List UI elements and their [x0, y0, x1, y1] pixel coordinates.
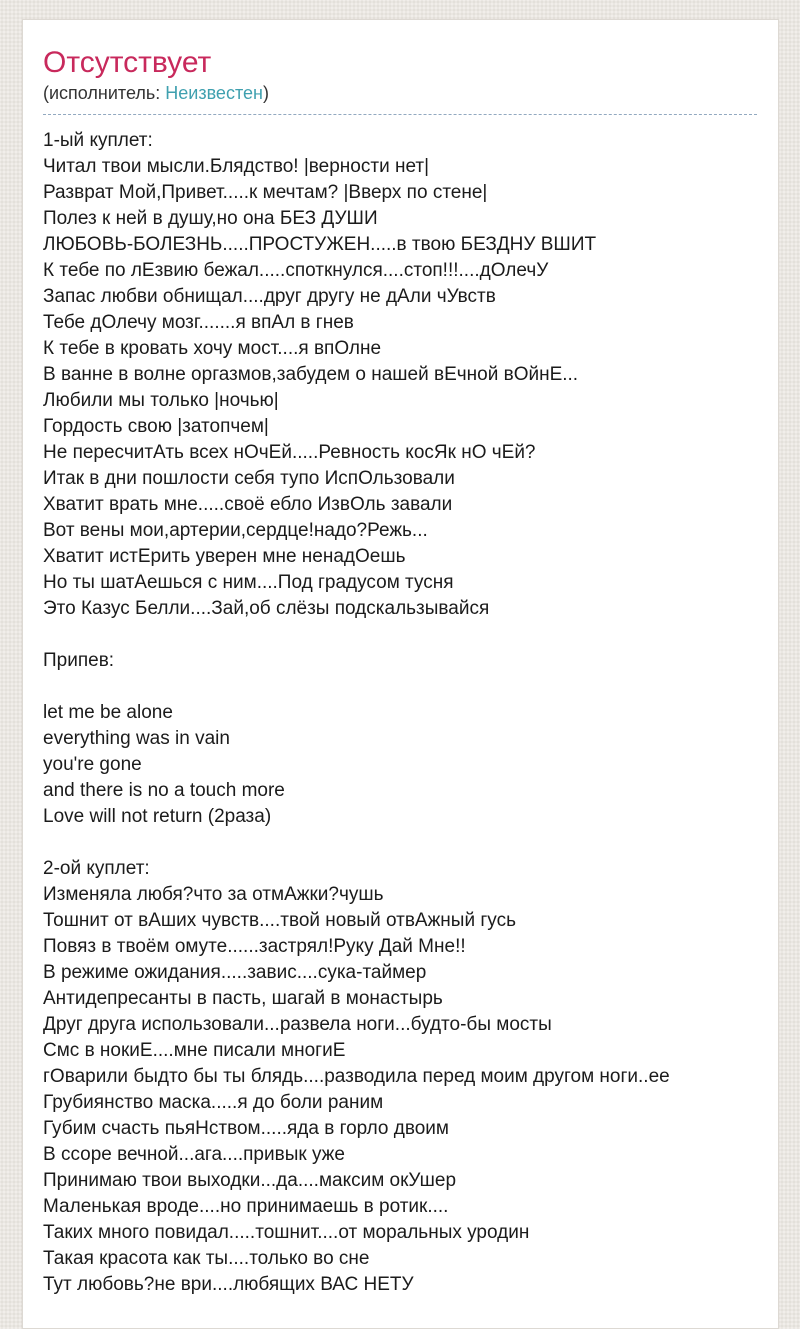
- lyrics-line: Это Казус Белли....Зай,об слёзы подскальзывайся: [43, 597, 490, 619]
- lyrics-line: Но ты шатАешься с ним....Под градусом тусня: [43, 571, 454, 593]
- lyrics-line: Маленькая вроде....но принимаешь в ротик....: [43, 1195, 449, 1217]
- lyrics-line: гОварили быдто бы ты блядь....разводила перед моим другом ноги..ее: [43, 1065, 670, 1087]
- lyrics-line: Такая красота как ты....только во сне: [43, 1247, 370, 1269]
- lyrics-line: Тебе дОлечу мозг.......я впАл в гнев: [43, 311, 354, 333]
- lyrics: [43, 115, 757, 1298]
- lyrics-line: let me be alone: [43, 701, 173, 723]
- lyrics-line: 1-ый куплет:: [43, 129, 153, 151]
- lyrics-line: [43, 830, 757, 856]
- lyrics-line: Запас любви обнищал....друг другу не дАли чУвств: [43, 285, 496, 307]
- lyrics-line: Полез к ней в душу,но она БЕЗ ДУШИ: [43, 207, 378, 229]
- lyrics-line: [43, 622, 757, 648]
- lyrics-line: Не пересчитАть всех нОчЕй.....Ревность косЯк нО чЕй?: [43, 441, 536, 463]
- lyrics-line: Вот вены мои,артерии,сердце!надо?Режь...: [43, 519, 428, 541]
- lyrics-line: Припев:: [43, 649, 115, 671]
- lyrics-line: Тут любовь?не ври....любящих ВАС НЕТУ: [43, 1273, 414, 1295]
- lyrics-line: Читал твои мысли.Блядство! |верности нет|: [43, 155, 430, 177]
- lyrics-line: Гордость свою |затопчем|: [43, 415, 269, 437]
- lyrics-line: Смс в нокиЕ....мне писали многиЕ: [43, 1039, 346, 1061]
- lyrics-line: Изменяла любя?что за отмАжки?чушь: [43, 883, 384, 905]
- lyrics-line: Грубиянство маска.....я до боли раним: [43, 1091, 384, 1113]
- song-title: Отсутствует: [43, 46, 212, 79]
- lyrics-line: К тебе в кровать хочу мост....я впОлне: [43, 337, 382, 359]
- lyrics-line: Тошнит от вАших чувств....твой новый отвАжный гусь: [43, 909, 516, 931]
- lyrics-line: Разврат Мой,Привет.....к мечтам? |Вверх по стене|: [43, 181, 488, 203]
- content-card: [22, 19, 779, 1329]
- lyrics-line: [43, 674, 757, 700]
- lyrics-line: everything was in vain: [43, 727, 230, 749]
- lyrics-line: you're gone: [43, 753, 142, 775]
- lyrics-line: ЛЮБОВЬ-БОЛЕЗНЬ.....ПРОСТУЖЕН.....в твою БЕЗДНУ ВШИТ: [43, 233, 597, 255]
- lyrics-line: Итак в дни пошлости себя тупо ИспОльзовали: [43, 467, 455, 489]
- lyrics-line: К тебе по лЕзвию бежал.....споткнулся....стоп!!!....дОлечУ: [43, 259, 549, 281]
- lyrics-line: Хватит истЕрить уверен мне ненадОешь: [43, 545, 406, 567]
- lyrics-line: Love will not return (2раза): [43, 805, 272, 827]
- lyrics-line: Хватит врать мне.....своё ебло ИзвОль завали: [43, 493, 453, 515]
- song-header: [43, 46, 757, 115]
- lyrics-line: В режиме ожидания.....завис....сука-таймер: [43, 961, 427, 983]
- artist-label-prefix: (исполнитель:: [43, 83, 166, 103]
- artist-link[interactable]: Неизвестен: [165, 83, 263, 103]
- lyrics-line: 2-ой куплет:: [43, 857, 150, 879]
- lyrics-line: Губим счасть пьяНством.....яда в горло двоим: [43, 1117, 449, 1139]
- lyrics-line: Друг друга использовали...развела ноги...будто-бы мосты: [43, 1013, 552, 1035]
- artist-label-suffix: ): [262, 83, 269, 103]
- lyrics-line: Принимаю твои выходки...да....максим окУшер: [43, 1169, 457, 1191]
- lyrics-line: Любили мы только |ночью|: [43, 389, 279, 411]
- lyrics-line: В ванне в волне оргазмов,забудем о нашей вЕчной вОйнЕ...: [43, 363, 579, 385]
- lyrics-line: Таких много повидал.....тошнит....от моральных уродин: [43, 1221, 530, 1243]
- lyrics-line: Антидепресанты в пасть, шагай в монастырь: [43, 987, 443, 1009]
- lyrics-line: В ссоре вечной...ага....привык уже: [43, 1143, 345, 1165]
- lyrics-line: and there is no a touch more: [43, 779, 285, 801]
- artist-line: [43, 83, 757, 115]
- lyrics-line: Повяз в твоём омуте......застрял!Руку Дай Мне!!: [43, 935, 466, 957]
